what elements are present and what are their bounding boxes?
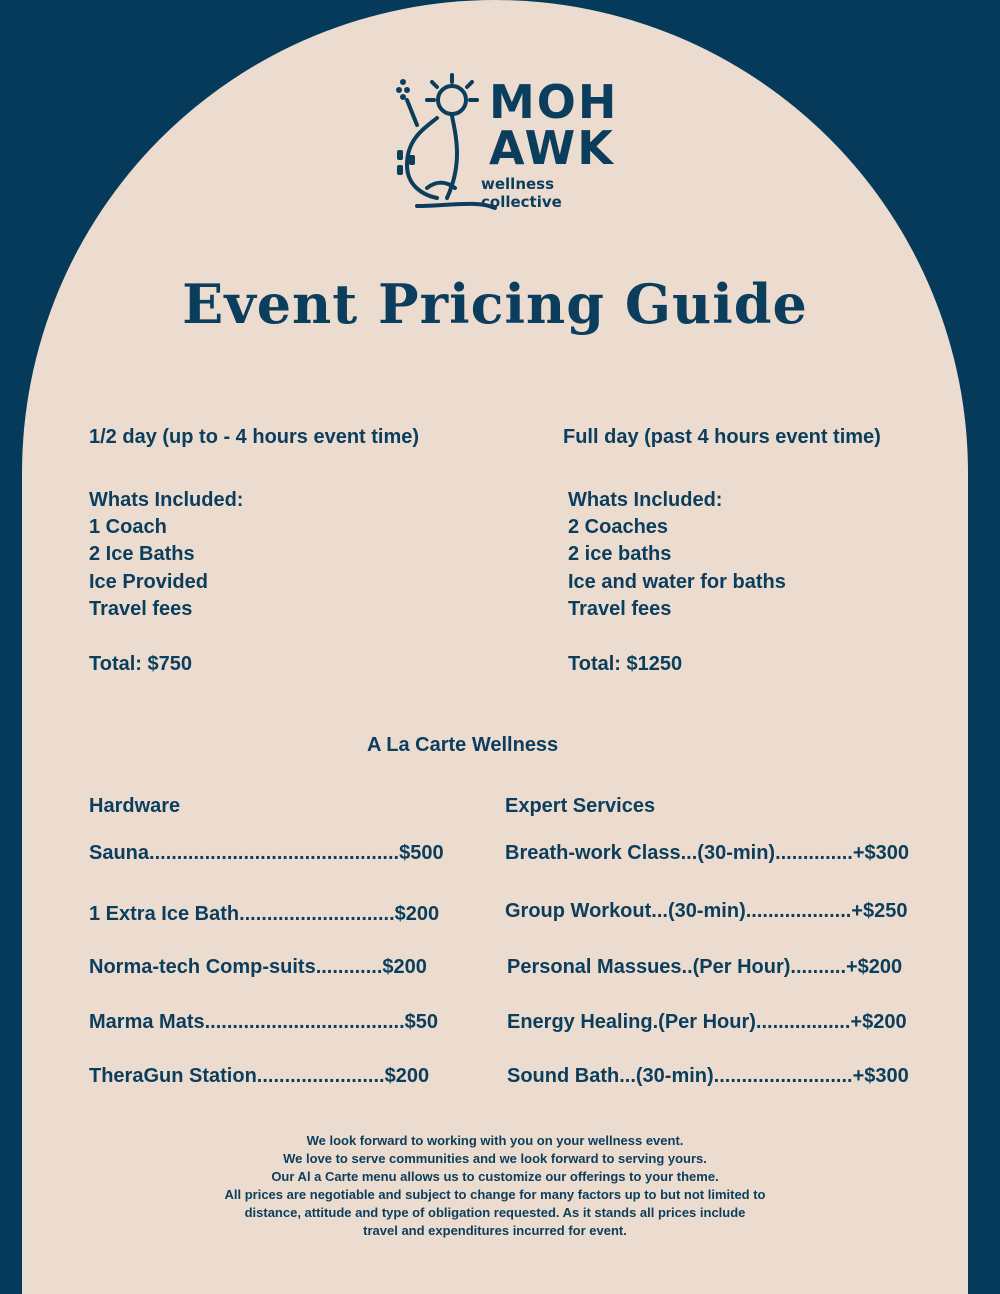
half-day-total: Total: $750 [89, 653, 192, 675]
sun-figure-icon [377, 70, 497, 220]
logo-tagline: wellness collective [481, 175, 562, 211]
arch-panel [22, 0, 968, 1294]
full-day-heading: Full day (past 4 hours event time) [563, 426, 881, 448]
logo [377, 70, 637, 220]
half-day-item: 2 Ice Baths [89, 543, 195, 565]
footer-line: We love to serve communities and we look forward to serving yours. [283, 1151, 707, 1166]
logo-line-1: MOH [489, 75, 619, 129]
footer-note [22, 1132, 968, 1240]
hardware-heading: Hardware [89, 795, 181, 817]
page-title: Event Pricing Guide [182, 272, 808, 336]
full-day-item: Ice and water for baths [568, 571, 786, 593]
expert-item: Breath-work Class...(30-min)..............+$300 [505, 842, 910, 864]
hardware-item: Marma Mats....................................$50 [89, 1011, 439, 1033]
footer-line: We look forward to working with you on your wellness event. [306, 1133, 684, 1148]
hardware-item: Sauna.............................................$500 [89, 842, 444, 864]
hardware-item: 1 Extra Ice Bath............................$200 [89, 903, 440, 925]
expert-item: Personal Massues..(Per Hour)..........+$200 [507, 956, 903, 978]
half-day-heading: 1/2 day (up to - 4 hours event time) [89, 426, 420, 448]
half-day-included-label: Whats Included: [89, 489, 244, 511]
full-day-total: Total: $1250 [568, 653, 683, 675]
footer-line: distance, attitude and type of obligation requested. As it stands all prices include [244, 1205, 746, 1220]
hardware-item: TheraGun Station.......................$200 [89, 1065, 430, 1087]
footer-line: All prices are negotiable and subject to change for many factors up to but not limited to [224, 1187, 766, 1202]
half-day-item: Travel fees [89, 598, 193, 620]
hardware-item: Norma-tech Comp-suits............$200 [89, 956, 427, 978]
expert-item: Energy Healing.(Per Hour).................+$200 [507, 1011, 907, 1033]
expert-item: Group Workout...(30-min)...................+$250 [505, 900, 908, 922]
full-day-included-label: Whats Included: [568, 489, 723, 511]
footer-line: travel and expenditures incurred for event. [363, 1223, 627, 1238]
full-day-item: 2 Coaches [568, 516, 669, 538]
footer-line: Our Al a Carte menu allows us to customize our offerings to your theme. [271, 1169, 719, 1184]
a-la-carte-heading: A La Carte Wellness [367, 734, 559, 756]
logo-line-2: AWK [489, 121, 615, 175]
half-day-item: 1 Coach [89, 516, 167, 538]
full-day-item: 2 ice baths [568, 543, 672, 565]
half-day-item: Ice Provided [89, 571, 208, 593]
expert-item: Sound Bath...(30-min).........................+$300 [507, 1065, 909, 1087]
expert-heading: Expert Services [505, 795, 656, 817]
full-day-item: Travel fees [568, 598, 672, 620]
